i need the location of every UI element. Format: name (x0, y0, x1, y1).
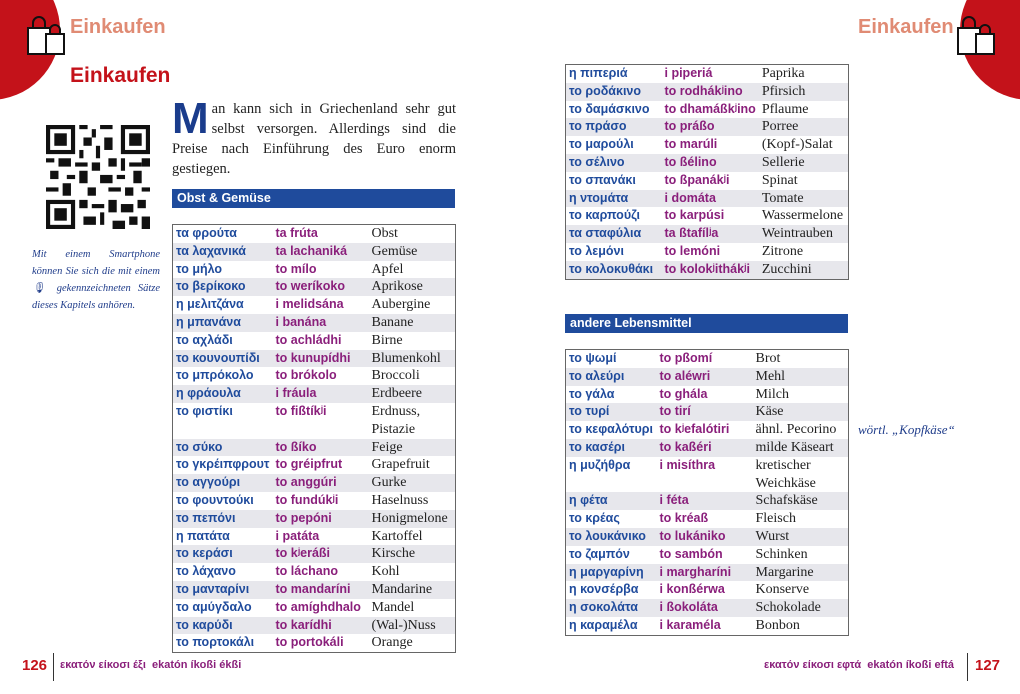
table-row (566, 118, 849, 136)
german-translation: Mandel (371, 599, 415, 615)
german-translation: Sellerie (761, 154, 805, 170)
table-row (566, 510, 849, 528)
greek-word: το φουντούκι (176, 492, 254, 507)
table-row (566, 83, 849, 101)
literal-translation-note: wörtl. „Kopfkäse“ (858, 422, 955, 437)
transliteration: to láchano (275, 564, 339, 579)
transliteration: to karídhi (275, 617, 332, 632)
table-row (173, 474, 456, 492)
german-translation: Spinat (761, 172, 798, 188)
german-translation: Kartoffel (371, 528, 423, 544)
transliteration: to ghála (659, 386, 708, 401)
transliteration: to kunupídhi (275, 350, 351, 365)
transliteration: to mandaríni (275, 581, 351, 596)
table-row (566, 172, 849, 190)
table-row (566, 546, 849, 564)
table-row (566, 207, 849, 225)
german-translation: Brot (755, 351, 781, 366)
table-row (566, 581, 849, 599)
german-translation: Mehl (755, 368, 786, 384)
german-translation: Weintrauben (761, 226, 834, 242)
transliteration: to kaßéri (659, 439, 712, 454)
table-row (173, 563, 456, 581)
german-translation: Schokolade (755, 600, 821, 616)
greek-word: το μπρόκολο (176, 368, 254, 383)
transliteration: to práßo (664, 119, 715, 134)
greek-word: το βερίκοκο (176, 279, 246, 294)
german-translation: Banane (371, 314, 414, 330)
table-row (173, 296, 456, 314)
greek-word: το πορτοκάλι (176, 635, 255, 650)
transliteration: to tirí (659, 404, 691, 419)
table-row (566, 368, 849, 386)
transliteration: i margharíni (659, 564, 732, 579)
greek-word: το σύκο (176, 439, 223, 454)
greek-word: η πατάτα (176, 528, 230, 543)
transliteration: i patáta (275, 528, 320, 543)
greek-word: το σπανάκι (569, 172, 636, 187)
table-row (173, 385, 456, 403)
greek-word: το κεφαλότυρι (569, 422, 654, 437)
greek-word: το ζαμπόν (569, 546, 630, 561)
german-translation: (Kopf-)Salat (761, 137, 833, 153)
table-row (173, 439, 456, 457)
german-translation: Milch (755, 386, 789, 402)
transliteration: to pßomí (659, 351, 713, 365)
table-row (173, 545, 456, 563)
table-row (173, 510, 456, 528)
greek-word: το γάλα (569, 386, 615, 401)
greek-word: το πεπόνι (176, 510, 236, 525)
german-translation: Aprikose (371, 279, 423, 295)
greek-word: το γκρέιπφρουτ (176, 457, 270, 472)
table-row (566, 528, 849, 546)
greek-word: τα σταφύλια (569, 226, 642, 241)
footer-left (60, 659, 241, 671)
vocab-table-other-food (565, 349, 849, 636)
running-header-left: Einkaufen (70, 16, 166, 38)
greek-word: το αμύγδαλο (176, 599, 252, 614)
german-translation: kretischer Weichkäse (755, 457, 816, 491)
greek-word: η μελιτζάνα (176, 297, 244, 312)
transliteration: to fundúkʲi (275, 492, 339, 507)
transliteration: to portokáli (275, 635, 344, 650)
german-translation: Gemüse (371, 243, 418, 259)
greek-word: η κονσέρβα (569, 582, 639, 597)
page-number-left: 126 (22, 657, 48, 674)
table-row (566, 386, 849, 404)
greek-word: η ντομάτα (569, 190, 629, 205)
table-row (566, 154, 849, 172)
table-row (566, 599, 849, 617)
german-translation: Bonbon (755, 617, 800, 633)
transliteration: to weríkoko (275, 279, 345, 294)
german-translation: Konserve (755, 582, 810, 598)
greek-word: το καρπούζι (569, 208, 641, 223)
transliteration: to dhamáßkʲino (664, 101, 756, 116)
table-row (566, 457, 849, 493)
transliteration: i karaméla (659, 617, 721, 632)
smartphone-note: Mit einem Smartphone können Sie sich die mit einem 🎙 gekennzeichneten Sätze dieses Kapitels anhören. (32, 249, 160, 311)
intro-text: an kann sich in Griechenland sehr gut selbst versorgen. Allerdings sind die Preise nach Einführung des Euro enorm gestiegen. (172, 101, 456, 177)
transliteration: to pepóni (275, 510, 332, 525)
table-row (566, 421, 849, 439)
table-row (566, 101, 849, 119)
greek-word: η μαργαρίνη (569, 564, 644, 579)
transliteration: to ßíko (275, 439, 317, 454)
german-translation: Wurst (755, 528, 790, 544)
german-translation: Aubergine (371, 297, 431, 313)
transliteration: to marúli (664, 137, 718, 152)
greek-word: το σέλινο (569, 154, 625, 169)
footer-greek: εκατόν είκοσι εφτά (764, 659, 862, 671)
footer-right (764, 659, 954, 671)
transliteration: to mílo (275, 261, 317, 276)
table-row (173, 243, 456, 261)
german-translation: (Wal-)Nuss (371, 617, 436, 633)
transliteration: i féta (659, 493, 689, 508)
footer-divider-right (967, 653, 968, 681)
german-translation: Wassermelone (761, 208, 844, 224)
table-row (566, 190, 849, 208)
table-row (173, 634, 456, 652)
transliteration: to kréaß (659, 511, 709, 526)
greek-word: η φέτα (569, 493, 608, 508)
transliteration: i misíthra (659, 457, 716, 472)
transliteration: to rodhákʲino (664, 83, 743, 98)
greek-word: το κασέρι (569, 439, 625, 454)
transliteration: to karpúsi (664, 208, 725, 223)
greek-word: η μπανάνα (176, 314, 241, 329)
greek-word: το δαμάσκινο (569, 101, 650, 116)
table-row (173, 314, 456, 332)
greek-word: το αχλάδι (176, 332, 233, 347)
table-row (173, 492, 456, 510)
transliteration: ta lachaniká (275, 243, 348, 258)
footer-translit: ekatón íkoßi eftá (867, 659, 955, 671)
transliteration: to ßpanákʲi (664, 172, 730, 187)
german-translation: Birne (371, 332, 403, 348)
greek-word: το καρύδι (176, 617, 233, 632)
greek-word: το κουνουπίδι (176, 350, 260, 365)
german-translation: Schafskäse (755, 493, 818, 509)
german-translation: Honigmelone (371, 510, 448, 526)
transliteration: to ßélino (664, 154, 717, 169)
german-translation: Feige (371, 439, 403, 455)
transliteration: to sambón (659, 546, 723, 561)
greek-word: το λουκάνικο (569, 528, 646, 543)
transliteration: to kʲeráßi (275, 546, 331, 561)
greek-word: το τυρί (569, 404, 610, 419)
german-translation: Grapefruit (371, 457, 430, 473)
table-row (566, 261, 849, 279)
intro-paragraph (172, 94, 456, 179)
table-row (566, 439, 849, 457)
table-row (173, 403, 456, 439)
greek-word: το μαρούλι (569, 137, 634, 152)
table-row (566, 492, 849, 510)
german-translation: Blumenkohl (371, 350, 441, 366)
transliteration: to anggúri (275, 475, 337, 490)
table-row (173, 332, 456, 350)
transliteration: ta ßtafílʲa (664, 226, 719, 241)
german-translation: ähnl. Pecorino (755, 422, 837, 438)
table-row (566, 564, 849, 582)
table-row (566, 243, 849, 261)
table-row (173, 261, 456, 279)
transliteration: to aléwri (659, 368, 711, 383)
table-row (173, 581, 456, 599)
greek-word: το φιστίκι (176, 403, 233, 418)
greek-word: το κεράσι (176, 546, 233, 561)
german-translation: Pflaume (761, 101, 809, 117)
chapter-heading: Einkaufen (70, 64, 171, 87)
greek-word: το αλεύρι (569, 368, 625, 383)
shopping-bag-icon (952, 12, 1000, 58)
german-translation: Porree (761, 119, 799, 135)
german-translation: Erdbeere (371, 386, 423, 402)
transliteration: i banána (275, 314, 327, 329)
table-row (173, 225, 456, 243)
vocab-table-fruits-vegetables-continued (565, 64, 849, 280)
greek-word: η πιπεριά (569, 66, 628, 80)
transliteration: to kolokʲithákʲi (664, 261, 750, 276)
table-row (173, 350, 456, 368)
greek-word: η μυζήθρα (569, 457, 631, 472)
german-translation: Obst (371, 226, 398, 241)
footer-greek: εκατόν είκοσι έξι (60, 659, 146, 671)
greek-word: η καραμέλα (569, 617, 638, 632)
greek-word: η φράουλα (176, 386, 241, 401)
german-translation: Tomate (761, 190, 804, 206)
german-translation: Paprika (761, 66, 805, 81)
greek-word: τα φρούτα (176, 226, 237, 240)
german-translation: Zitrone (761, 243, 804, 259)
transliteration: to amíghdhalo (275, 599, 361, 614)
table-row (566, 403, 849, 421)
table-row (566, 225, 849, 243)
shopping-bag-icon (22, 12, 70, 58)
footer-divider-left (53, 653, 54, 681)
german-translation: Kohl (371, 564, 400, 580)
greek-word: το λάχανο (176, 564, 236, 579)
transliteration: i konßérwa (659, 582, 725, 597)
german-translation: Erdnuss, Pistazie (371, 403, 421, 437)
german-translation: Pfirsich (761, 83, 806, 99)
german-translation: Orange (371, 635, 413, 651)
greek-word: το κολοκυθάκι (569, 261, 654, 276)
greek-word: το μήλο (176, 261, 223, 276)
greek-word: το πράσο (569, 119, 627, 134)
transliteration: i piperiá (664, 66, 713, 80)
greek-word: η σοκολάτα (569, 600, 638, 615)
greek-word: το αγγούρι (176, 475, 241, 490)
german-translation: Apfel (371, 261, 404, 277)
greek-word: το μανταρίνι (176, 581, 250, 596)
german-translation: Schinken (755, 546, 808, 562)
transliteration: i domáta (664, 190, 716, 205)
german-translation: Mandarine (371, 581, 433, 597)
table-row (173, 617, 456, 635)
german-translation: Fleisch (755, 511, 796, 527)
transliteration: to kʲefalótiri (659, 422, 730, 437)
transliteration: i ßokoláta (659, 600, 718, 615)
table-row (566, 136, 849, 154)
section-bar-other-food: andere Lebensmittel (565, 314, 848, 333)
transliteration: to lukániko (659, 528, 726, 543)
greek-word: το λεμόνι (569, 243, 624, 258)
german-translation: Käse (755, 404, 784, 420)
german-translation: Broccoli (371, 368, 420, 384)
footer-translit: ekatón íkoßi ékßi (152, 659, 242, 671)
transliteration: to gréipfrut (275, 457, 343, 472)
qr-code[interactable] (46, 125, 150, 229)
greek-word: το κρέας (569, 511, 620, 526)
transliteration: to achládhi (275, 332, 342, 347)
greek-word: το ροδάκινο (569, 83, 642, 98)
german-translation: Kirsche (371, 546, 416, 562)
table-row (173, 456, 456, 474)
greek-word: το ψωμί (569, 351, 617, 365)
table-row (173, 367, 456, 385)
table-row (173, 599, 456, 617)
german-translation: Margarine (755, 564, 814, 580)
vocab-table-fruits-vegetables (172, 224, 456, 653)
transliteration: to lemóni (664, 243, 721, 258)
transliteration: i fráula (275, 386, 317, 401)
transliteration: to brókolo (275, 368, 337, 383)
running-header-right: Einkaufen (858, 16, 954, 38)
table-row (566, 617, 849, 635)
table-row (566, 65, 849, 83)
table-row (173, 528, 456, 546)
german-translation: Gurke (371, 475, 407, 491)
transliteration: i melidsána (275, 297, 344, 312)
transliteration: ta frúta (275, 226, 318, 240)
german-translation: Haselnuss (371, 492, 429, 508)
table-row (566, 350, 849, 368)
german-translation: milde Käseart (755, 439, 834, 455)
transliteration: to fißtíkʲi (275, 403, 327, 418)
german-translation: Zucchini (761, 261, 812, 277)
section-bar-fruits-vegetables: Obst & Gemüse (172, 189, 455, 208)
table-row (173, 278, 456, 296)
drop-cap: M (172, 94, 209, 143)
page-number-right: 127 (975, 657, 1001, 674)
greek-word: τα λαχανικά (176, 243, 246, 258)
